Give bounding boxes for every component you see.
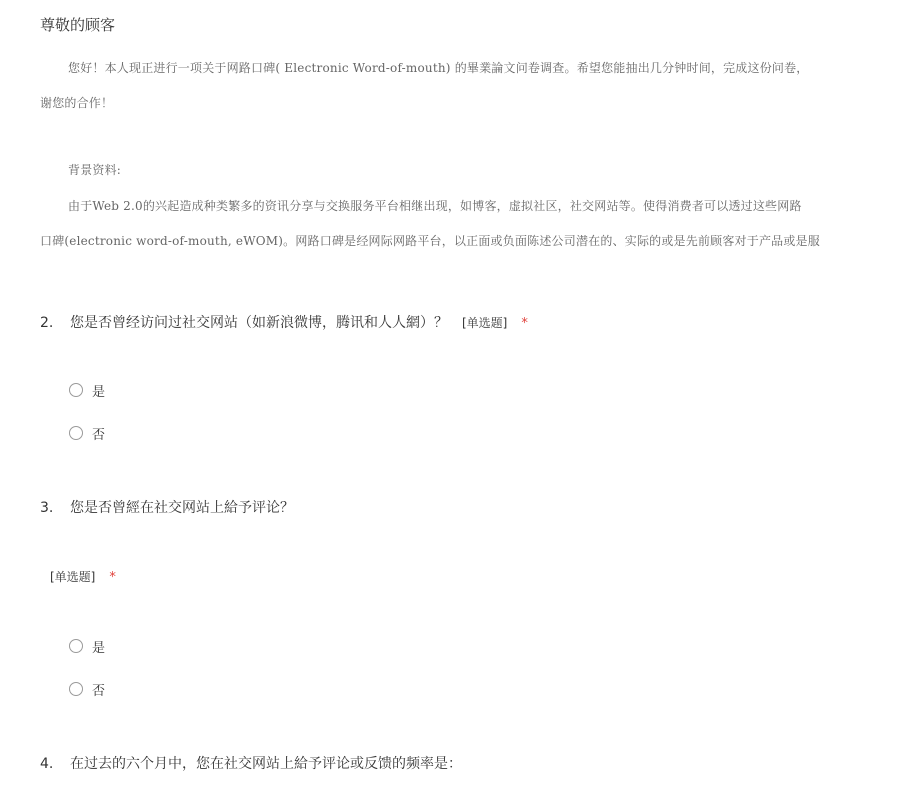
option-label: 否 <box>92 683 106 699</box>
question-3-option-yes[interactable] <box>69 637 105 655</box>
radio-button[interactable] <box>69 426 83 440</box>
greeting-heading: 尊敬的顾客 <box>40 16 116 34</box>
question-3-type-row <box>50 568 116 585</box>
option-label: 是 <box>92 640 106 656</box>
option-label: 否 <box>92 427 106 443</box>
question-text: 您是否曾經在社交网站上給予评论？ <box>70 500 294 516</box>
required-mark: * <box>521 316 528 331</box>
radio-button[interactable] <box>69 682 83 696</box>
background-paragraph-line2: 口碑(electronic word-of-mouth, eWOM)。网路口碑是经网际网路平台，以正面或负面陈述公司潜在的、实际的或是先前顾客对于产品或是服 <box>40 234 820 248</box>
intro-paragraph-line2: 谢您的合作！ <box>40 96 114 110</box>
question-number: 2. <box>40 315 54 331</box>
question-4-title <box>40 753 462 773</box>
question-3-option-no[interactable] <box>69 680 105 698</box>
question-3-title <box>40 497 294 517</box>
question-number: 4. <box>40 756 54 772</box>
question-text: 在过去的六个月中，您在社交网站上給予评论或反馈的频率是： <box>70 756 462 772</box>
question-type-label: [单选题] <box>462 316 508 330</box>
question-2-option-yes[interactable] <box>69 381 105 399</box>
background-paragraph-line1: 由于Web 2.0的兴起造成种类繁多的资讯分享与交换服务平台相继出现，如博客，虚拟社区，社交网站等。使得消费者可以透过这些网路 <box>68 199 802 213</box>
option-label: 是 <box>92 384 106 400</box>
question-number: 3. <box>40 500 54 516</box>
question-2-option-no[interactable] <box>69 424 105 442</box>
required-mark: * <box>109 570 116 585</box>
intro-paragraph-line1: 您好！本人现正进行一项关于网路口碑( Electronic Word-of-mouth) 的畢業論文问卷调查。希望您能抽出几分钟时间，完成这份问卷， <box>68 61 809 75</box>
background-heading: 背景资料: <box>68 163 122 177</box>
radio-button[interactable] <box>69 639 83 653</box>
question-type-label: [单选题] <box>50 570 96 584</box>
question-2-title <box>40 312 528 332</box>
radio-button[interactable] <box>69 383 83 397</box>
question-text: 您是否曾经访问过社交网站（如新浪微博，腾讯和人人網）？ <box>70 315 448 331</box>
